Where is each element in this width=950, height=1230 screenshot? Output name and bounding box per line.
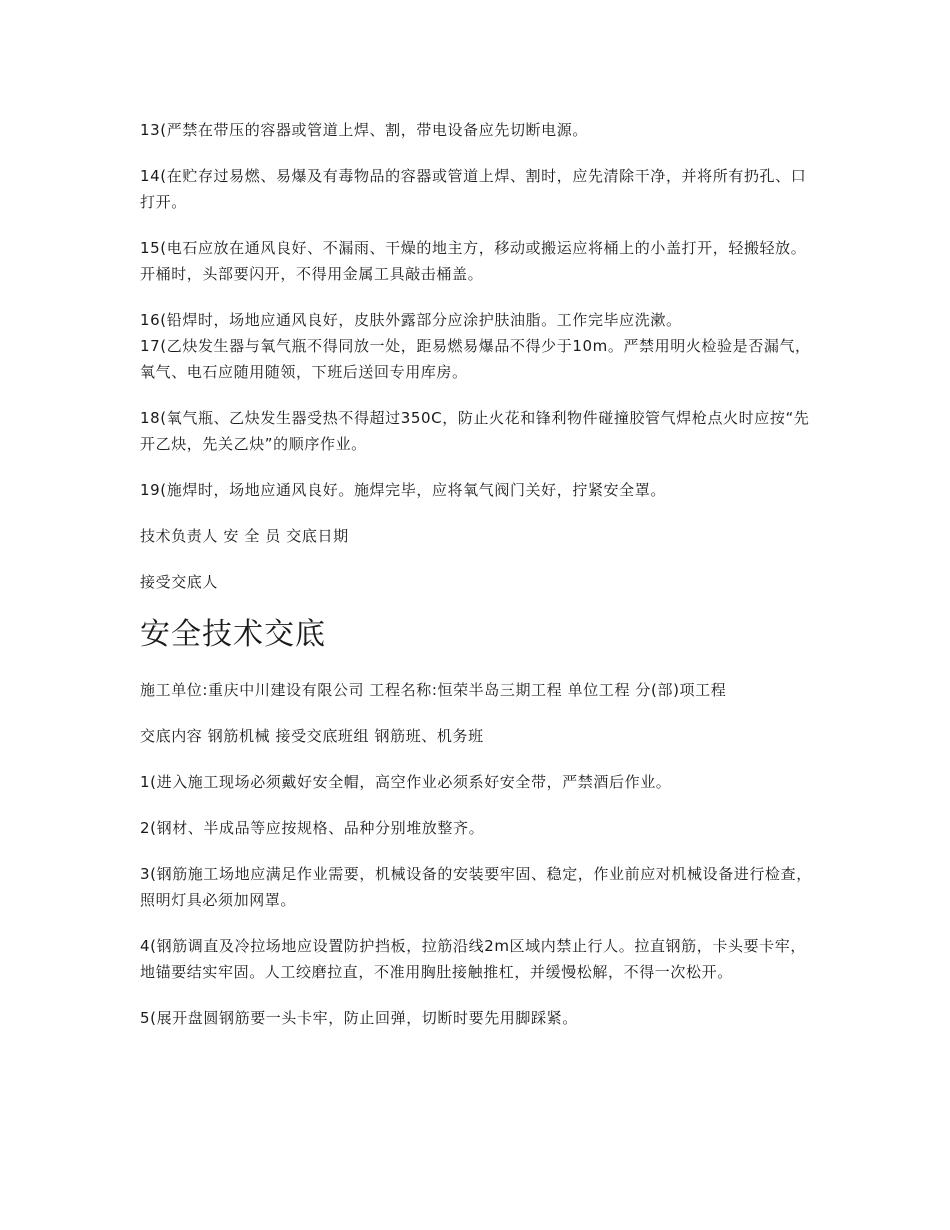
rule-4: 4(钢筋调直及冷拉场地应设置防护挡板，拉筋沿线2m区域内禁止行人。拉直钢筋，卡头要卡牢，地锚要结实牢固。人工绞磨拉直，不准用胸肚接触推杠，并缓慢松解，不得一次松开。: [140, 937, 806, 981]
rule-15: 15(电石应放在通风良好、不漏雨、干燥的地主方，移动或搬运应将桶上的小盖打开，轻搬轻放。开桶时，头部要闪开，不得用金属工具敲击桶盖。: [140, 239, 807, 283]
rule-5: 5(展开盘圆钢筋要一头卡牢，防止回弹，切断时要先用脚踩紧。: [140, 1009, 578, 1027]
rule-14: 14(在贮存过易燃、易爆及有毒物品的容器或管道上焊、割时，应先清除干净，并将所有扔孔、口打开。: [140, 167, 807, 211]
section-title: 安全技术交底: [140, 617, 326, 652]
rule-3: 3(钢筋施工场地应满足作业需要，机械设备的安装要牢固、稳定，作业前应对机械设备进行检查，照明灯具必须加网罩。: [140, 865, 812, 909]
rule-19: 19(施焊时，场地应通风良好。施焊完毕，应将氧气阀门关好，拧紧安全罩。: [140, 481, 666, 499]
document-page: [140, 117, 820, 1051]
content-line: 交底内容 钢筋机械 接受交底班组 钢筋班、机务班: [140, 727, 484, 745]
header-line: 施工单位:重庆中川建设有限公司 工程名称:恒荣半岛三期工程 单位工程 分(部)项工程: [140, 681, 727, 699]
receiver-line: 接受交底人: [140, 573, 219, 591]
rule-2: 2(钢材、半成品等应按规格、品种分别堆放整齐。: [140, 819, 485, 837]
rule-16: 16(铅焊时，场地应通风良好，皮肤外露部分应涂护肤油脂。工作完毕应洗漱。: [140, 311, 682, 329]
rule-18: 18(氧气瓶、乙炔发生器受热不得超过350C，防止火花和锋利物件碰撞胶管气焊枪点火时应按“先开乙炔，先关乙炔”的顺序作业。: [140, 409, 810, 453]
rule-1: 1(进入施工现场必须戴好安全帽，高空作业必须系好安全带，严禁酒后作业。: [140, 773, 672, 791]
signature-line: 技术负责人 安 全 员 交底日期: [140, 527, 349, 545]
rule-17: 17(乙炔发生器与氧气瓶不得同放一处，距易燃易爆品不得少于10m。严禁用明火检验是否漏气，氧气、电石应随用随领，下班后送回专用库房。: [140, 337, 811, 381]
rule-13: 13(严禁在带压的容器或管道上焊、割，带电设备应先切断电源。: [140, 121, 588, 139]
